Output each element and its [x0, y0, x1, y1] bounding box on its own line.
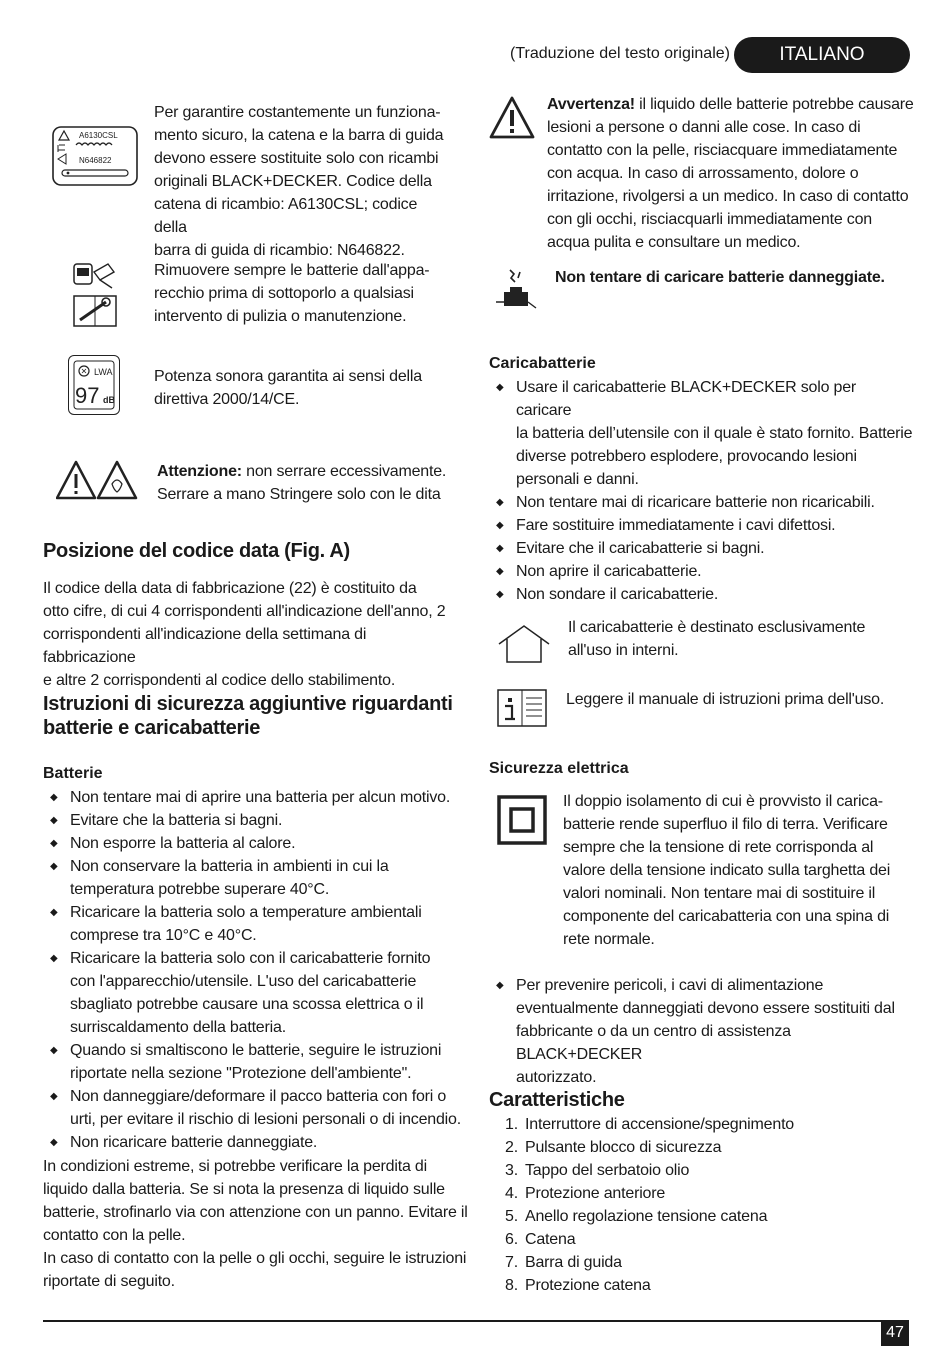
list-item: ◆ Ricaricare la batteria solo a temperature ambientali comprese tra 10°C e 40°C.: [43, 901, 468, 947]
list-item: ◆ Evitare che il caricabatterie si bagni.: [489, 537, 914, 560]
list-item: ◆ Non ricaricare batterie danneggiate.: [43, 1131, 468, 1154]
translation-note: (Traduzione del testo originale): [510, 45, 730, 62]
chain-replacement-text: Per garantire costantemente un funziona- mento sicuro, la catena e la barra di guida devono essere sostituite solo con ricambi originali BLACK+DECKER. Codice della catena di ricambio: A6130CSL; codice della barra di guida di ricambio: N646822.: [154, 104, 444, 259]
list-item: ◆ Quando si smaltiscono le batterie, seguire le istruzioni riportate nella sezione "Protezione dell'ambiente".: [43, 1039, 468, 1085]
read-manual-icon: [496, 688, 548, 730]
read-manual-text: Leggere il manuale di istruzioni prima dell'uso.: [566, 691, 885, 708]
lwa-label: LWA: [94, 367, 113, 377]
charger-list: [489, 376, 914, 606]
warning-triangle-icons: [56, 460, 138, 500]
cable-list: [489, 974, 919, 1089]
page-number: 47: [881, 1320, 909, 1346]
chain-code-text: A6130CSL: [79, 131, 118, 140]
indoor-use-house-icon: [497, 624, 551, 664]
features-list: [489, 1113, 909, 1297]
feature-item: 1. Interruttore di accensione/spegnimento: [505, 1116, 795, 1133]
remove-battery-maintenance-icon: [68, 258, 120, 328]
no-charge-damaged-text: Non tentare di caricare batterie danneggiate.: [555, 269, 885, 286]
additional-safety-heading: Istruzioni di sicurezza aggiuntive riguardanti batterie e caricabatterie: [43, 693, 453, 739]
feature-item: 6. Catena: [505, 1231, 576, 1248]
battery-leak-text: In condizioni estreme, si potrebbe verificare la perdita di liquido dalla batteria. Se si nota la presenza di liquido sulle batterie, strofinarlo via con attenzione con un panno. Evitare il contatto con la pelle. In caso di contatto con la pelle o gli occhi, seguire le istruzioni riportate di seguito.: [43, 1158, 468, 1290]
list-item: ◆ Non conservare la batteria in ambienti in cui la temperatura potrebbe superare 40°C.: [43, 855, 468, 901]
list-item: ◆ Non sondare il caricabatterie.: [489, 583, 914, 606]
attention-text: non serrare eccessivamente. Serrare a mano Stringere solo con le dita: [157, 463, 447, 503]
electrical-safety-heading: Sicurezza elettrica: [489, 760, 629, 777]
list-item: ◆ Non tentare mai di aprire una batteria per alcun motivo.: [43, 786, 468, 809]
warning-label: Avvertenza!: [547, 96, 635, 113]
datecode-text: Il codice della data di fabbricazione (22) è costituito da otto cifre, di cui 4 corrispondenti all'indicazione dell'anno, 2 corrispondenti all'indicazione della settimana di fabbricazione e altre 2 corrispondenti al codice dello stabilimento.: [43, 580, 446, 689]
double-insulation-text: Il doppio isolamento di cui è provvisto il carica- batterie rende superfluo il filo di terra. Verificare sempre che la tensione di rete corrisponda al valore della tensione indicato sulla targhetta dei valori nominali. Non tentare mai di sostituire il componente del caricabatteria con una spina di rete normale.: [563, 793, 891, 948]
feature-item: 5. Anello regolazione tensione catena: [505, 1208, 768, 1225]
warning-triangle-icon: [489, 96, 535, 140]
sound-unit: dB: [103, 395, 115, 405]
list-item: ◆ Per prevenire pericoli, i cavi di alimentazione eventualmente danneggiati devono essere sostituiti dal fabbricante o da un centro di assistenza BLACK+DECKER autorizzato.: [489, 974, 919, 1089]
damaged-battery-icon: [494, 266, 538, 312]
list-item: ◆ Fare sostituire immediatamente i cavi difettosi.: [489, 514, 914, 537]
battery-fluid-warning: [547, 93, 917, 254]
remove-battery-text: Rimuovere sempre le batterie dall'appa- recchio prima di sottoporlo a qualsiasi intervento di pulizia o manutenzione.: [154, 262, 430, 325]
list-item: ◆ Usare il caricabatterie BLACK+DECKER solo per caricare la batteria dell’utensile con il quale è stato fornito. Batterie diverse potrebbero esplodere, provocando lesioni personali e danni.: [489, 376, 914, 491]
language-badge: ITALIANO: [734, 37, 910, 73]
batteries-heading: Batterie: [43, 765, 103, 782]
footer-divider: [43, 1320, 881, 1322]
feature-item: 2. Pulsante blocco di sicurezza: [505, 1139, 722, 1156]
datecode-heading: Posizione del codice data (Fig. A): [43, 540, 350, 562]
sound-power-icon: [68, 355, 120, 415]
features-heading: Caratteristiche: [489, 1089, 625, 1111]
feature-item: 7. Barra di guida: [505, 1254, 622, 1271]
chain-replacement-icon: [52, 126, 138, 186]
indoor-use-text: Il caricabatterie è destinato esclusivamente all'uso in interni.: [568, 619, 866, 659]
bar-code-text: N646822: [79, 156, 112, 165]
list-item: ◆ Non esporre la batteria al calore.: [43, 832, 468, 855]
sound-value: 97: [75, 383, 100, 408]
list-item: ◆ Non tentare mai di ricaricare batterie non ricaricabili.: [489, 491, 914, 514]
feature-item: 8. Protezione catena: [505, 1277, 651, 1294]
sound-power-text: Potenza sonora garantita ai sensi della direttiva 2000/14/CE.: [154, 368, 422, 408]
feature-item: 4. Protezione anteriore: [505, 1185, 666, 1202]
charger-heading: Caricabatterie: [489, 355, 596, 372]
feature-item: 3. Tappo del serbatoio olio: [505, 1162, 690, 1179]
batteries-list: [43, 786, 468, 1154]
attention-label: Attenzione:: [157, 463, 242, 480]
attention-note: [157, 460, 457, 506]
double-insulation-icon: [497, 795, 547, 845]
list-item: ◆ Ricaricare la batteria solo con il caricabatterie fornito con l'apparecchio/utensile. L'uso del caricabatterie sbagliato potrebbe causare una scossa elettrica o il surriscaldamento della batteria.: [43, 947, 468, 1039]
warning-text: il liquido delle batterie potrebbe causare lesioni a persone o danni alle cose. In caso di contatto con la pelle, risciacquare immediatamente con acqua. In caso di arrossamento, dolore o irritazione, rivolgersi a un medico. In caso di contatto con gli occhi, risciacquarli immediatamente con acqua pulita e consultare un medico.: [547, 96, 914, 251]
list-item: ◆ Evitare che la batteria si bagni.: [43, 809, 468, 832]
list-item: ◆ Non danneggiare/deformare il pacco batteria con fori o urti, per evitare il rischio di lesioni personali o di incendio.: [43, 1085, 468, 1131]
list-item: ◆ Non aprire il caricabatterie.: [489, 560, 914, 583]
